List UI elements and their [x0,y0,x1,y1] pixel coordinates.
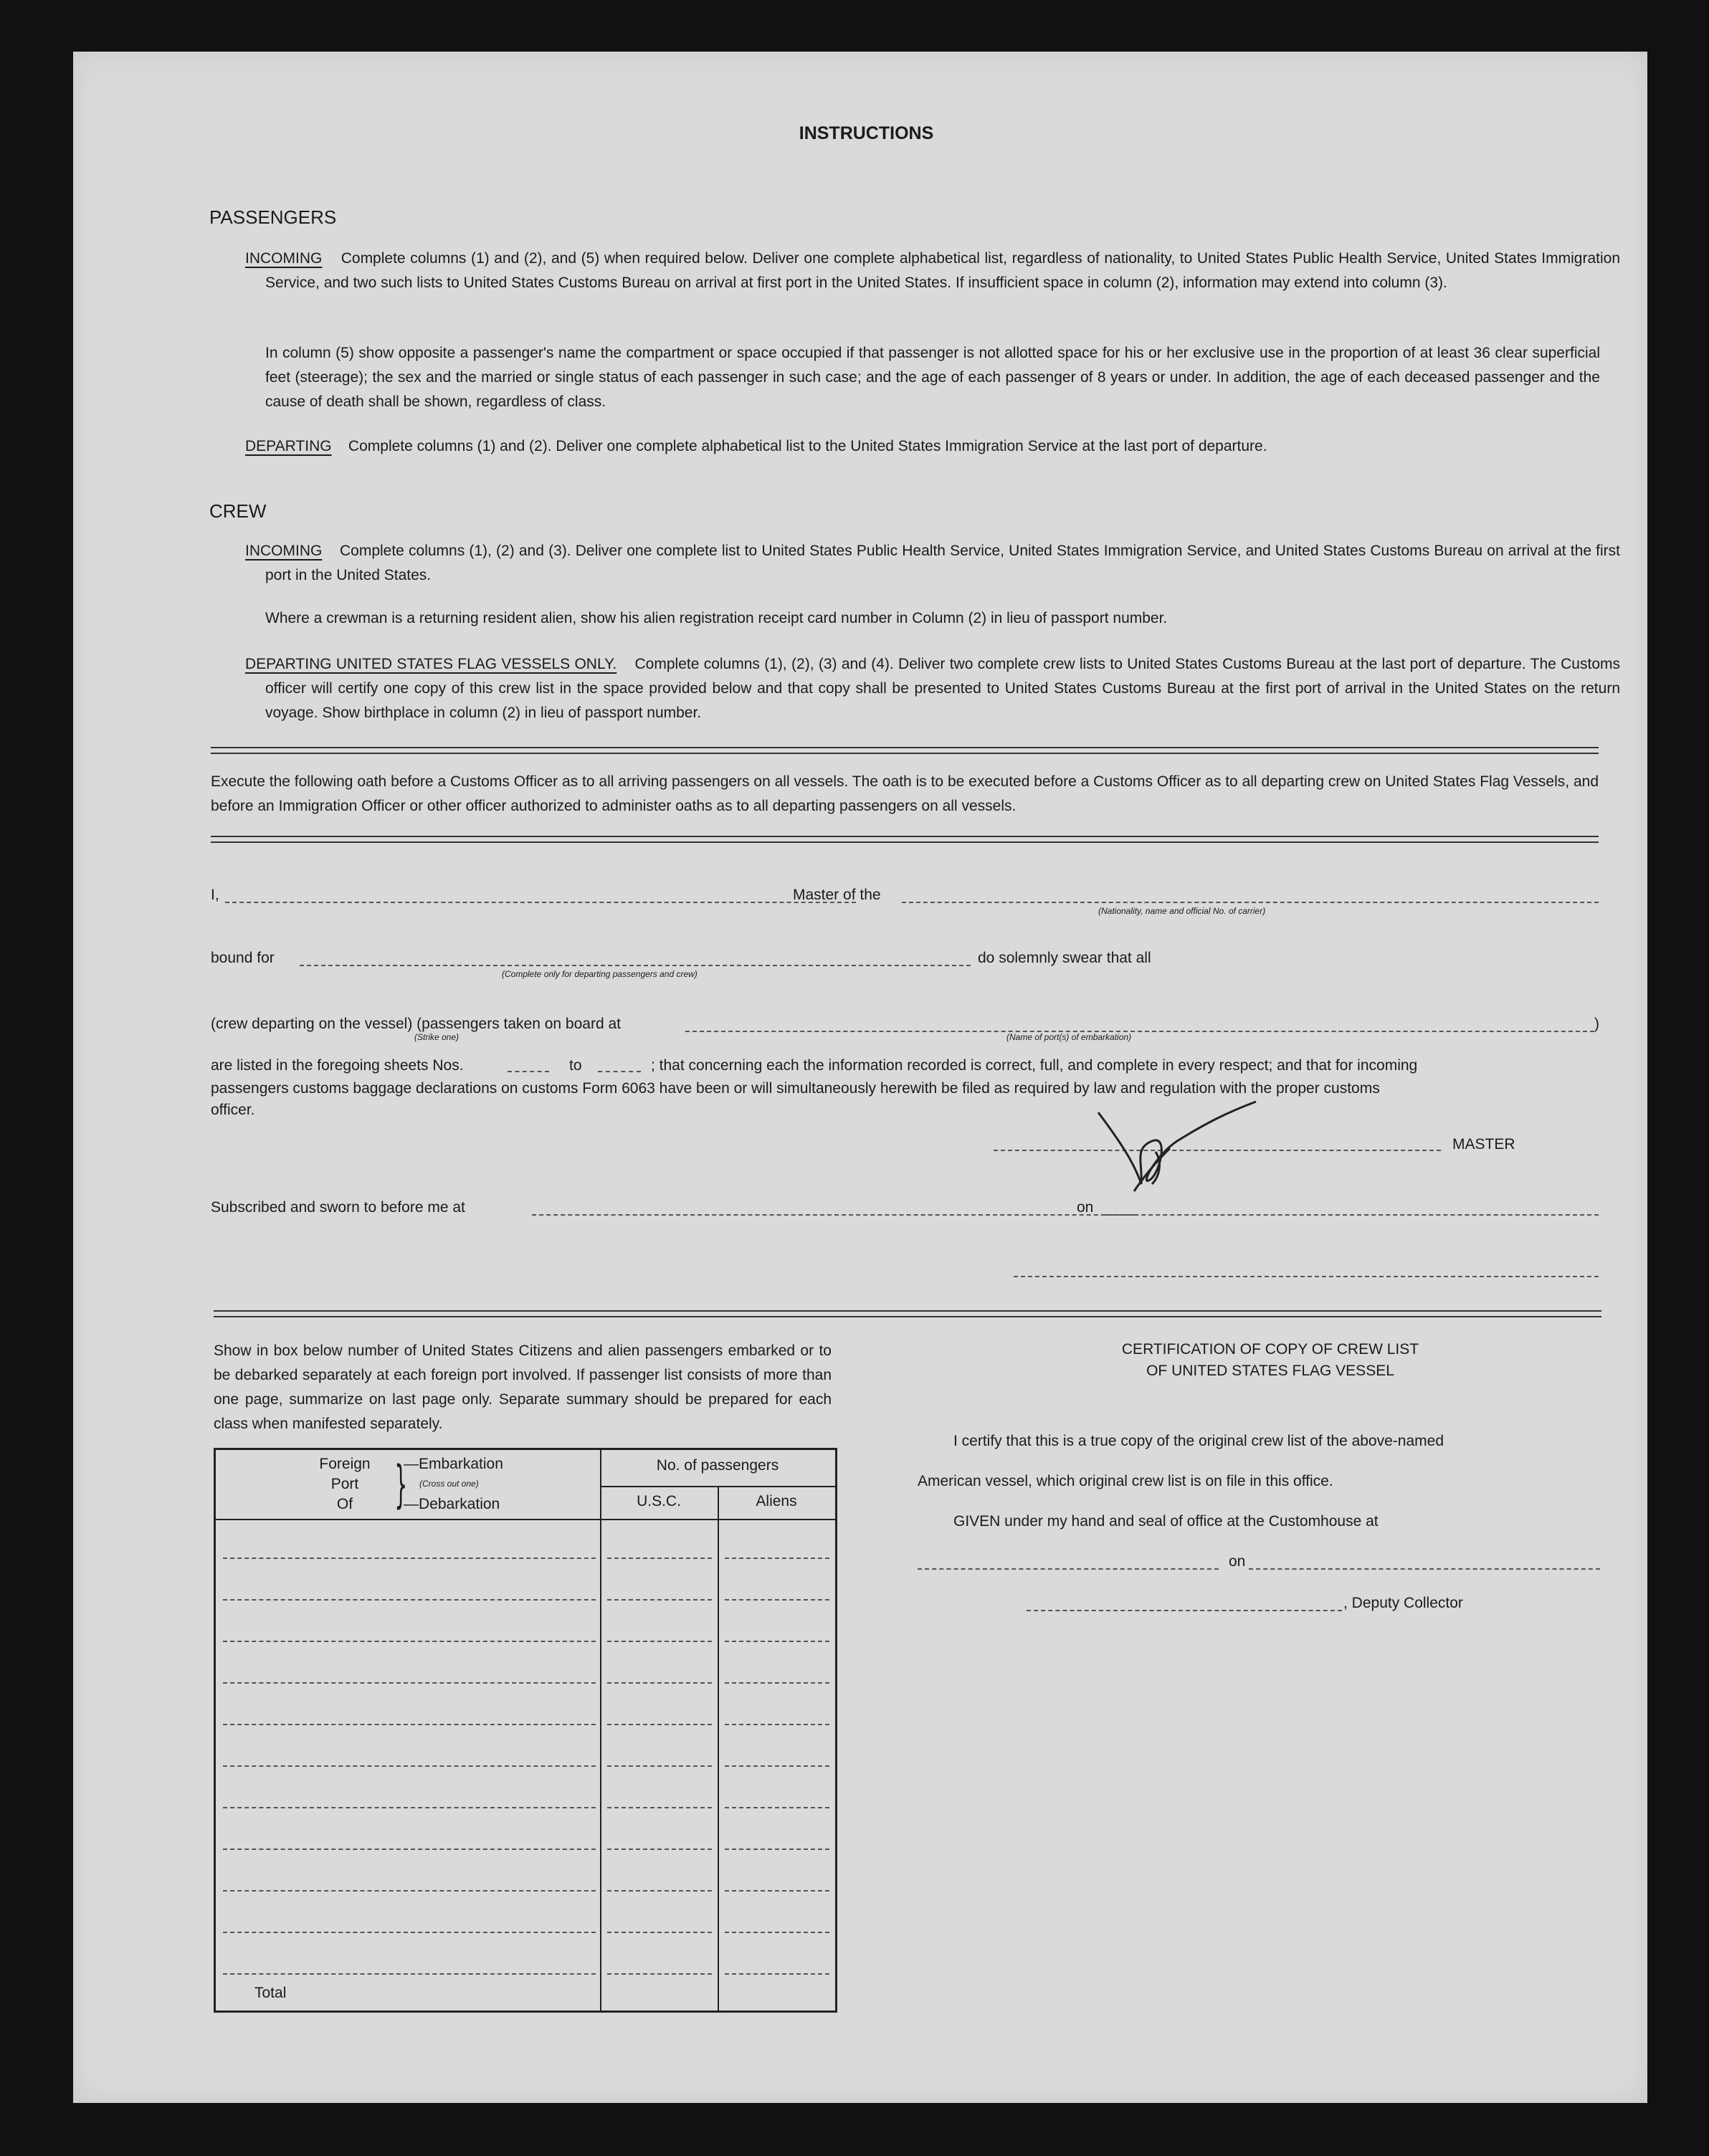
listed-rest: ; that concerning each the information recorded is correct, full, and complete in every respect; and that for incoming [651,1057,1418,1074]
summary-entry-line[interactable] [223,1973,596,1975]
summary-entry-line[interactable] [725,1765,829,1767]
summary-entry-line[interactable] [725,1932,829,1933]
oath-i-label: I, [211,887,219,903]
certification-on-label: on [1229,1553,1246,1570]
subscribed-label: Subscribed and sworn to before me at [211,1199,465,1216]
crew-incoming-block [245,539,1620,588]
master-name-field[interactable] [225,902,856,903]
divider-rule [214,1310,1601,1317]
column-divider [718,1486,719,2010]
master-label: MASTER [1452,1136,1515,1153]
summary-entry-line[interactable] [223,1807,596,1808]
certification-title-1: CERTIFICATION OF COPY OF CREW LIST [1121,1341,1419,1358]
oath-intro: Execute the following oath before a Customs Officer as to all arriving passengers on all vessels. The oath is to be executed before a Customs Officer as to all departing crew on United States Flag Vessels, and before an Immigration Officer or other officer authorized to administer oaths as to all departing passengers on all vessels. [211,773,1599,814]
crew-incoming-label: INCOMING [245,543,323,559]
summary-entry-line[interactable] [607,1973,712,1975]
listed-line2: passengers customs baggage declarations on customs Form 6063 have been or will simultaneously herewith be filed as required by law and regulation with the proper customs [211,1080,1380,1097]
summary-entry-line[interactable] [607,1641,712,1642]
crew-departing-block [245,652,1620,725]
summary-entry-line[interactable] [223,1641,596,1642]
summary-entry-line[interactable] [223,1932,596,1933]
aliens-label: Aliens [756,1493,797,1509]
divider-rule [211,836,1599,843]
summary-entry-line[interactable] [725,1641,829,1642]
summary-entry-line[interactable] [725,1807,829,1808]
summary-entry-line[interactable] [725,1682,829,1684]
nationality-caption: (Nationality, name and official No. of carrier) [1098,906,1266,916]
summary-entry-line[interactable] [223,1558,596,1559]
passengers-column5-text: In column (5) show opposite a passenger's name the compartment or space occupied if that passenger is not allotted space for his or her exclusive use in the proportion of at least 36 clear superficial feet (steerage); the sex and the married or single status of each passenger in such case; and the age of each passenger of 8 years or under. In addition, the age of each deceased passenger and the cause of death shall be shown, regardless of class. [265,345,1600,410]
summary-entry-line[interactable] [607,1599,712,1601]
summary-instructions: Show in box below number of United States Citizens and alien passengers embarked or to be debarked separately at each foreign port involved. If passenger list consists of more than one page, summarize on last page only. Separate summary should be prepared for each class when manifested separately. [214,1342,832,1432]
sheet-from-field[interactable] [508,1071,549,1072]
passengers-incoming-text: Complete columns (1) and (2), and (5) when required below. Deliver one complete alphabetical list, regardless of nationality, to United States Public Health Service, United States Immigration Service, and two such lists to United States Customs Bureau on arrival at first port in the United States. If insufficient space in column (2), information may extend into column (3). [265,250,1620,291]
to-label: to [569,1057,582,1074]
summary-entry-line[interactable] [607,1849,712,1850]
form-sheet [73,52,1647,2103]
port-label: Port [330,1476,359,1492]
summary-entry-line[interactable] [607,1558,712,1559]
bound-caption: (Complete only for departing passengers and crew) [502,969,698,979]
passengers-departing-label: DEPARTING [245,438,332,454]
crew-passengers-label: (crew departing on the vessel) (passengers taken on board at [211,1016,621,1032]
port-caption: (Name of port(s) of embarkation) [1006,1032,1132,1042]
summary-entry-line[interactable] [223,1890,596,1892]
brace-icon: } [394,1455,408,1514]
deputy-collector-field[interactable] [1027,1610,1342,1611]
summary-entry-line[interactable] [223,1724,596,1725]
sworn-on-label: on [1077,1199,1094,1216]
sworn-date-field[interactable] [1105,1214,1599,1216]
master-of-the-label: Master of the [793,887,881,903]
customhouse-field[interactable] [918,1568,1219,1570]
summary-entry-line[interactable] [607,1765,712,1767]
passengers-incoming-block [245,247,1620,295]
officer-signature-field[interactable] [1014,1276,1599,1277]
summary-entry-line[interactable] [725,1890,829,1892]
header-bottom-rule [216,1519,835,1520]
divider-rule [211,747,1599,754]
crew-resident-text: Where a crewman is a returning resident alien, show his alien registration receipt card number in Column (2) in lieu of passport number. [265,610,1168,626]
certification-title-2: OF UNITED STATES FLAG VESSEL [1146,1363,1394,1379]
summary-entry-line[interactable] [725,1973,829,1975]
passengers-subheader-rule [600,1486,835,1487]
summary-entry-line[interactable] [725,1599,829,1601]
summary-entry-line[interactable] [223,1599,596,1601]
debarkation-label: —Debarkation [404,1496,500,1512]
signature-scribble [1091,1098,1263,1198]
usc-label: U.S.C. [637,1493,681,1509]
bound-for-field[interactable] [300,965,971,966]
sheet-to-field[interactable] [598,1071,641,1072]
summary-entry-line[interactable] [607,1807,712,1808]
summary-entry-line[interactable] [725,1558,829,1559]
cross-out-caption: (Cross out one) [419,1479,479,1489]
bound-for-label: bound for [211,950,275,966]
summary-entry-line[interactable] [725,1724,829,1725]
swear-label: do solemnly swear that all [978,950,1151,966]
crew-departing-label: DEPARTING UNITED STATES FLAG VESSELS ONLY. [245,656,617,672]
summary-entry-line[interactable] [223,1682,596,1684]
listed-prefix: are listed in the foregoing sheets Nos. [211,1057,464,1074]
no-passengers-label: No. of passengers [656,1457,779,1474]
embarkation-label: —Embarkation [404,1456,503,1472]
column-divider [600,1450,601,2010]
summary-entry-line[interactable] [725,1849,829,1850]
of-label: Of [336,1496,353,1512]
given-text: GIVEN under my hand and seal of office at the Customhouse at [953,1513,1379,1530]
passengers-departing-text: Complete columns (1) and (2). Deliver one complete alphabetical list to the United States Immigration Service at the last port of departure. [348,438,1267,454]
summary-entry-line[interactable] [607,1682,712,1684]
american-vessel-text: American vessel, which original crew list is on file in this office. [918,1473,1333,1489]
strike-caption: (Strike one) [414,1032,460,1042]
sworn-place-field[interactable] [532,1214,1134,1216]
crew-departing-text: Complete columns (1), (2), (3) and (4). Deliver two complete crew lists to United States Customs Bureau at the last port of departure. The Customs officer will certify one copy of this crew list in the space provided below and that copy shall be presented to United States Customs Bureau at the first port of arrival in the United States on the return voyage. Show birthplace in column (2) in lieu of passport number. [265,656,1620,721]
passengers-heading: PASSENGERS [209,206,337,228]
passengers-departing-block [245,434,1600,459]
summary-entry-line[interactable] [223,1849,596,1850]
deputy-collector-label: , Deputy Collector [1343,1595,1463,1611]
passengers-incoming-label: INCOMING [245,250,323,267]
crew-heading: CREW [209,500,267,522]
total-label: Total [254,1985,287,2001]
crew-incoming-text: Complete columns (1), (2) and (3). Deliver one complete list to United States Public Health Service, United States Immigration Service, and United States Customs Bureau on arrival at the first port in the United States. [265,543,1620,583]
summary-entry-line[interactable] [223,1765,596,1767]
close-paren: ) [1594,1016,1599,1032]
listed-line3: officer. [211,1102,255,1118]
passenger-summary-box [214,1448,837,2013]
page-title: INSTRUCTIONS [799,123,934,143]
certify-text: I certify that this is a true copy of the original crew list of the above-named [953,1433,1444,1449]
summary-entry-line[interactable] [607,1724,712,1725]
embarkation-port-field[interactable] [685,1031,1594,1032]
foreign-label: Foreign [319,1456,371,1472]
summary-entry-line[interactable] [607,1932,712,1933]
certification-date-field[interactable] [1249,1568,1600,1570]
summary-entry-line[interactable] [607,1890,712,1892]
carrier-field[interactable] [902,902,1599,903]
